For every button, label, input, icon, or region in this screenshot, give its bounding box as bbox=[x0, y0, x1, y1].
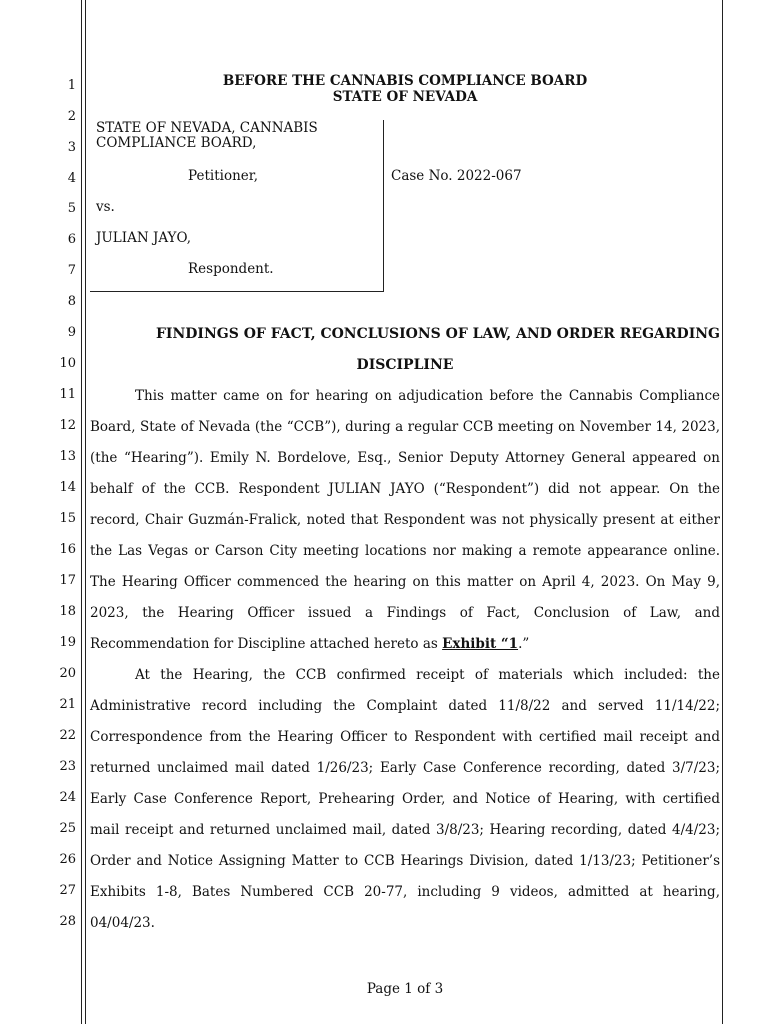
line-number: 27 bbox=[59, 883, 76, 898]
line-number: 9 bbox=[67, 325, 76, 340]
line-number: 1 bbox=[67, 78, 76, 93]
body-line: Correspondence from the Hearing Officer to Respondent with certified mail receipt and bbox=[90, 729, 720, 745]
body-line-exhibit bbox=[90, 636, 720, 652]
body-line: 2023, the Hearing Officer issued a Findings of Fact, Conclusion of Law, and bbox=[90, 605, 720, 621]
line-number: 12 bbox=[59, 418, 76, 433]
line-number: 10 bbox=[59, 356, 76, 371]
case-number: Case No. 2022-067 bbox=[391, 168, 522, 184]
left-margin-rule-outer bbox=[81, 0, 82, 1024]
body-line: Early Case Conference Report, Prehearing Order, and Notice of Hearing, with certified bbox=[90, 791, 720, 807]
petitioner-name-line1: STATE OF NEVADA, CANNABIS bbox=[96, 120, 318, 136]
line-number: 14 bbox=[59, 480, 76, 495]
line-number: 23 bbox=[59, 759, 76, 774]
versus: vs. bbox=[96, 199, 115, 215]
state-heading: STATE OF NEVADA bbox=[332, 89, 478, 105]
line-number: 6 bbox=[67, 232, 76, 247]
line-number: 13 bbox=[59, 449, 76, 464]
body-line: Board, State of Nevada (the “CCB”), during a regular CCB meeting on November 14, 2023, bbox=[90, 419, 720, 435]
line-number: 8 bbox=[67, 294, 76, 309]
line-number: 2 bbox=[67, 109, 76, 124]
body-line: Exhibits 1-8, Bates Numbered CCB 20-77, including 9 videos, admitted at hearing, bbox=[90, 884, 720, 900]
body-line: At the Hearing, the CCB confirmed receipt of materials which included: the bbox=[135, 667, 720, 683]
document-title-line1: FINDINGS OF FACT, CONCLUSIONS OF LAW, AND ORDER REGARDING bbox=[155, 326, 720, 342]
caption-divider-horizontal bbox=[90, 291, 384, 292]
exhibit-reference: Exhibit “1 bbox=[442, 636, 519, 652]
petitioner-name-line2: COMPLIANCE BOARD, bbox=[96, 135, 257, 151]
line-number: 4 bbox=[67, 171, 76, 186]
caption-divider-vertical bbox=[383, 120, 384, 292]
body-line: Order and Notice Assigning Matter to CCB Hearings Division, dated 1/13/23; Petitioner’s bbox=[90, 853, 720, 869]
line-number: 18 bbox=[59, 604, 76, 619]
document-title-line2: DISCIPLINE bbox=[356, 357, 454, 373]
body-line: The Hearing Officer commenced the hearing on this matter on April 4, 2023. On May 9, bbox=[90, 574, 720, 590]
body-line: returned unclaimed mail dated 1/26/23; Early Case Conference recording, dated 3/7/23; bbox=[90, 760, 720, 776]
line-number: 26 bbox=[59, 852, 76, 867]
line-number: 19 bbox=[59, 635, 76, 650]
board-heading: BEFORE THE CANNABIS COMPLIANCE BOARD bbox=[222, 73, 588, 89]
body-line: 04/04/23. bbox=[90, 915, 155, 931]
line-number: 3 bbox=[67, 140, 76, 155]
line-number: 28 bbox=[59, 914, 76, 929]
line-number: 22 bbox=[59, 728, 76, 743]
body-line: mail receipt and returned unclaimed mail, dated 3/8/23; Hearing recording, dated 4/4/23; bbox=[90, 822, 720, 838]
body-line: behalf of the CCB. Respondent JULIAN JAYO (“Respondent”) did not appear. On the bbox=[90, 481, 720, 497]
body-text: Recommendation for Discipline attached hereto as bbox=[90, 636, 443, 652]
line-number: 25 bbox=[59, 821, 76, 836]
line-number: 5 bbox=[67, 201, 76, 216]
line-number: 17 bbox=[59, 573, 76, 588]
body-line: This matter came on for hearing on adjudication before the Cannabis Compliance bbox=[135, 388, 720, 404]
petitioner-label: Petitioner, bbox=[188, 168, 259, 184]
left-margin-rule-inner bbox=[85, 0, 86, 1024]
body-line: the Las Vegas or Carson City meeting locations nor making a remote appearance online. bbox=[90, 543, 720, 559]
line-number: 7 bbox=[67, 263, 76, 278]
line-number: 11 bbox=[59, 387, 76, 402]
page-number: Page 1 of 3 bbox=[366, 981, 444, 997]
line-number: 21 bbox=[59, 697, 76, 712]
line-number: 24 bbox=[59, 790, 76, 805]
body-text: .” bbox=[518, 636, 530, 652]
body-line: record, Chair Guzmán-Fralick, noted that Respondent was not physically present at either bbox=[90, 512, 720, 528]
body-line: Administrative record including the Complaint dated 11/8/22 and served 11/14/22; bbox=[90, 698, 720, 714]
right-margin-rule bbox=[722, 0, 723, 1024]
line-number: 15 bbox=[59, 511, 76, 526]
body-line: (the “Hearing”). Emily N. Bordelove, Esq., Senior Deputy Attorney General appeared on bbox=[90, 450, 720, 466]
respondent-label: Respondent. bbox=[188, 261, 274, 277]
line-number: 20 bbox=[59, 666, 76, 681]
respondent-name: JULIAN JAYO, bbox=[96, 230, 192, 246]
line-number: 16 bbox=[59, 542, 76, 557]
